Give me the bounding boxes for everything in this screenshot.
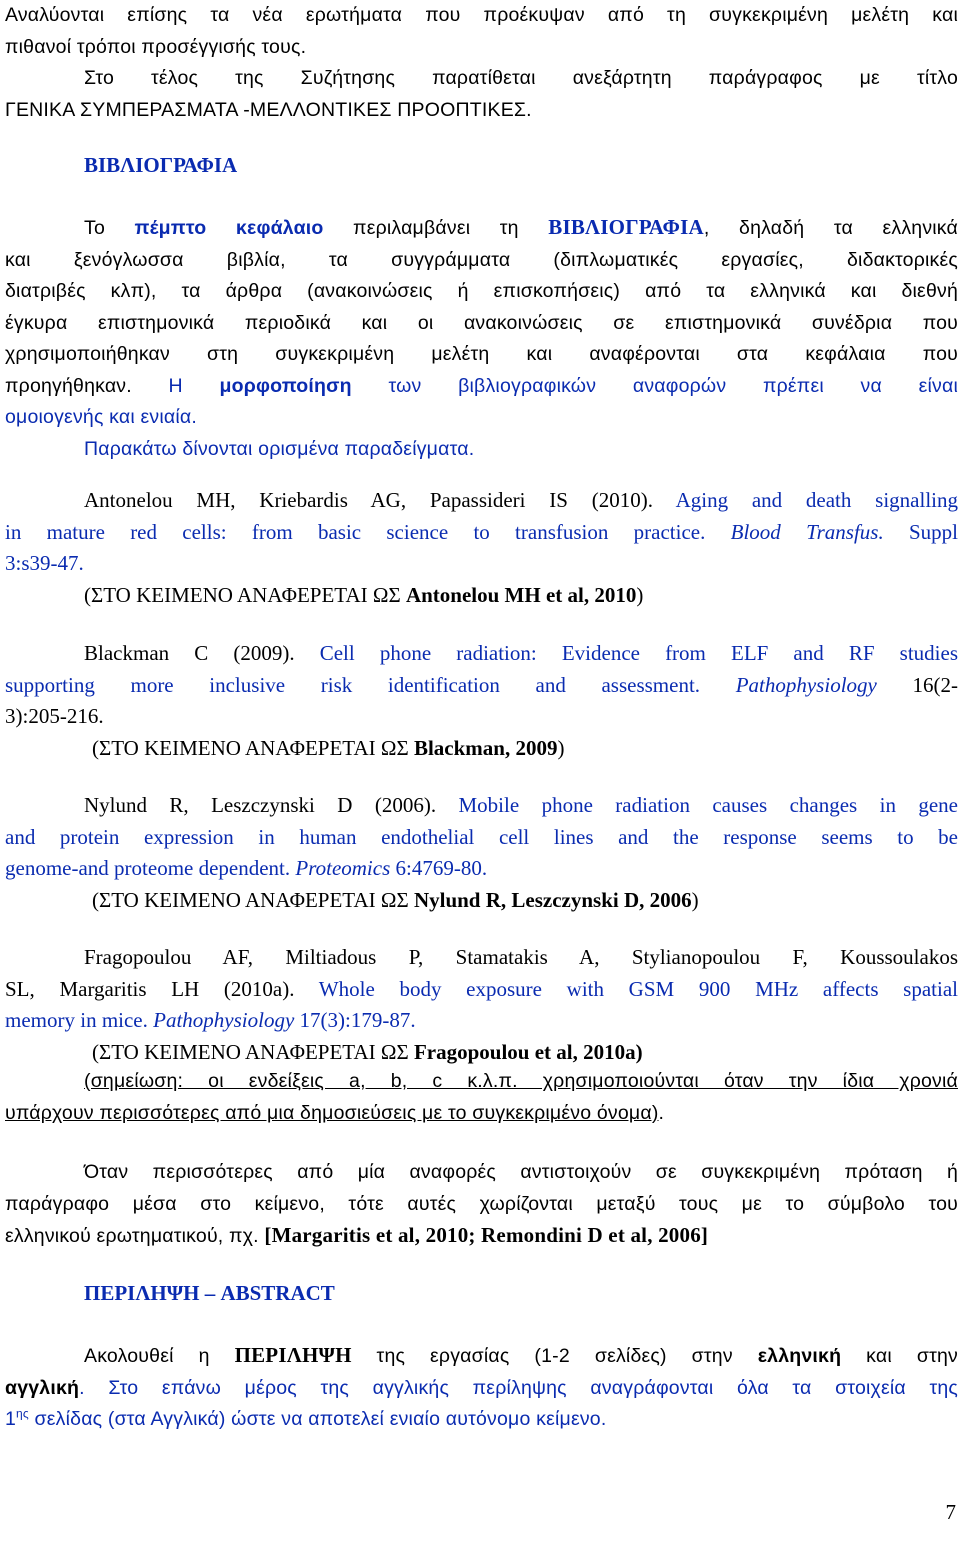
abstract-term: ελληνική [757, 1345, 842, 1367]
ref-title: supporting more inclusive risk identification and assessment. [5, 672, 736, 697]
ref-title: memory in mice. [5, 1008, 154, 1032]
bib-line-1 [5, 212, 958, 245]
ref3-line-1 [5, 790, 958, 822]
cite-text: ) [691, 887, 699, 912]
ref-title: Cell phone radiation: Evidence from ELF and RF studies [319, 641, 958, 665]
bib-line-7: ομοιογενής και ενιαία. [5, 406, 197, 428]
cite-key: Blackman, 2009 [413, 735, 558, 760]
multi-example: [Margaritis et al, 2010; Remondini D et al, 2006] [264, 1223, 709, 1247]
multi-text: ελληνικού ερωτηματικού, πχ. [5, 1225, 265, 1247]
intro-paragraph [5, 0, 958, 126]
page-number: 7 [945, 1500, 956, 1524]
ref4-citation [5, 1037, 958, 1069]
abstract-term: ΠΕΡΙΛΗΨΗ [234, 1343, 352, 1367]
abstract-paragraph [5, 1340, 958, 1436]
ref-text: 6:4769-80. [390, 856, 488, 880]
ref3-line-2: and protein expression in human endothelial cell lines and the response seems to be [5, 824, 958, 849]
multiple-references-paragraph [5, 1157, 958, 1253]
ref1-line-1 [5, 485, 958, 517]
ref-title: Whole body exposure with GSM 900 MHz affects spatial [318, 976, 959, 1001]
intro-line-1: Αναλύονται επίσης τα νέα ερωτήματα που προέκυψαν από τη συγκεκριμένη μελέτη και [5, 4, 958, 26]
abstract-text: Ακολουθεί η [84, 1345, 235, 1367]
bib-line-5: χρησιμοποιήθηκαν στη συγκεκριμένη μελέτη και αναφέρονται στα κεφάλαια που [5, 343, 958, 365]
abstract-term: αγγλική [5, 1376, 80, 1399]
intro-line-2: πιθανοί τρόποι προσέγγισής τους. [5, 35, 307, 58]
superscript: ης [16, 1406, 29, 1421]
abstract-line-3 [5, 1404, 958, 1436]
ref4-line-3 [5, 1005, 958, 1037]
note-paragraph [5, 1066, 958, 1129]
bib-formatting-term: μορφοποίηση [219, 374, 352, 397]
reference-fragopoulou [5, 942, 958, 1068]
note-line-1: (σημείωση: οι ενδείξεις a, b, c κ.λ.π. χρησιμοποιούνται όταν την ίδια χρονιά [84, 1070, 958, 1092]
abstract-heading: ΠΕΡΙΛΗΨΗ – ABSTRACT [84, 1281, 335, 1305]
ref2-line-1 [5, 638, 958, 670]
multi-line-3 [5, 1220, 958, 1253]
note-line-2 [5, 1098, 958, 1130]
ref-text: Nylund R, Leszczynski D (2006). [84, 793, 459, 817]
cite-text: (ΣΤΟ ΚΕΙΜΕΝΟ ΑΝΑΦΕΡΕΤΑΙ ΩΣ [92, 735, 414, 760]
ref2-citation [5, 733, 958, 765]
multi-line-1: Όταν περισσότερες από μία αναφορές αντιστοιχούν σε συγκεκριμένη πρόταση ή [84, 1161, 958, 1183]
ref-text: SL, Margaritis LH (2010a). [5, 976, 319, 1001]
bib-fifth-chapter: πέμπτο κεφάλαιο [134, 217, 324, 239]
cite-key: Fragopoulou et al, 2010a) [413, 1039, 643, 1064]
bibliography-heading: ΒΙΒΛΙΟΓΡΑΦΙΑ [84, 153, 238, 177]
bibliography-paragraph [5, 212, 958, 465]
cite-text: (ΣΤΟ ΚΕΙΜΕΝΟ ΑΝΑΦΕΡΕΤΑΙ ΩΣ [92, 1039, 414, 1064]
ref2-line-2 [5, 670, 958, 702]
cite-text: ) [636, 582, 644, 607]
intro-line-3: Στο τέλος της Συζήτησης παρατίθεται ανεξάρτητη παράγραφος με τίτλο [84, 67, 958, 89]
multi-line-2: παράγραφο μέσα στο κείμενο, τότε αυτές χωρίζονται μεταξύ τους με το σύμβολο του [5, 1192, 958, 1215]
bib-text: περιλαμβάνει τη [323, 217, 549, 239]
bib-line-3: διατριβές κλπ), τα άρθρα (ανακοινώσεις ή επισκοπήσεις) από τα ελληνικά και διεθνή [5, 280, 958, 302]
ref2-line-3: 3):205-216. [5, 704, 104, 728]
reference-antonelou [5, 485, 958, 611]
bib-text: , δηλαδή τα ελληνικά [703, 217, 958, 239]
bib-bibliography-term: ΒΙΒΛΙΟΓΡΑΦΙΑ [548, 215, 704, 239]
reference-blackman [5, 638, 958, 764]
ref-journal: Pathophysiology [153, 1008, 295, 1032]
abstract-line-2 [5, 1373, 958, 1405]
ref-text: Suppl [883, 519, 958, 544]
ref-text: Antonelou MH, Kriebardis AG, Papassideri IS (2010). [84, 488, 676, 512]
ref-text: 17(3):179-87. [294, 1008, 416, 1032]
bib-line-2: και ξενόγλωσσα βιβλία, τα συγγράμματα (διπλωματικές εργασίες, διδακτορικές [5, 248, 958, 271]
bib-examples-intro: Παρακάτω δίνονται ορισμένα παραδείγματα. [84, 437, 475, 460]
cite-text: ) [557, 735, 565, 760]
bib-line-6 [5, 371, 958, 403]
ref3-line-3 [5, 853, 958, 885]
ref-title: Mobile phone radiation causes changes in gene [458, 793, 958, 817]
ref-text: 16(2- [876, 672, 958, 697]
ref-journal: Pathophysiology [735, 672, 877, 697]
bib-text: Το [84, 217, 135, 239]
ref4-line-2 [5, 974, 958, 1006]
abstract-text: . Στο επάνω μέρος της αγγλικής περίληψης αναγράφονται όλα τα στοιχεία της [79, 1376, 958, 1399]
bib-text: των βιβλιογραφικών αναφορών πρέπει να είναι [351, 374, 958, 397]
note-text: . [658, 1101, 665, 1124]
abstract-text: και στην [841, 1345, 958, 1367]
ref1-citation [5, 580, 958, 612]
ref-journal: Proteomics [295, 856, 391, 880]
intro-line-4: ΓΕΝΙΚΑ ΣΥΜΠΕΡΑΣΜΑΤΑ -ΜΕΛΛΟΝΤΙΚΕΣ ΠΡΟΟΠΤΙΚΕΣ. [5, 98, 532, 121]
reference-nylund [5, 790, 958, 916]
abstract-text: 1 [5, 1408, 17, 1430]
ref4-line-1: Fragopoulou AF, Miltiadous P, Stamatakis A, Stylianopoulou F, Koussoulakos [84, 945, 958, 969]
ref3-citation [5, 885, 958, 917]
ref-title: genome-and proteome dependent. [5, 856, 296, 880]
bib-line-4: έγκυρα επιστημονικά περιοδικά και οι ανακοινώσεις σε επιστημονικά συνέδρια που [5, 311, 958, 334]
cite-key: Nylund R, Leszczynski D, 2006 [413, 887, 692, 912]
cite-key: Antonelou MH et al, 2010 [405, 582, 637, 607]
bib-text: προηγήθηκαν. [5, 374, 169, 397]
ref1-line-2 [5, 517, 958, 549]
abstract-text: σελίδας (στα Αγγλικά) ώστε να αποτελεί ενιαίο αυτόνομο κείμενο. [28, 1408, 607, 1430]
bib-text: Η [168, 374, 220, 397]
cite-text: (ΣΤΟ ΚΕΙΜΕΝΟ ΑΝΑΦΕΡΕΤΑΙ ΩΣ [84, 582, 406, 607]
abstract-line-1 [5, 1340, 958, 1373]
abstract-text: της εργασίας (1-2 σελίδες) στην [351, 1345, 758, 1367]
ref-title: Aging and death signalling [675, 488, 958, 512]
ref-title: in mature red cells: from basic science to transfusion practice. [5, 519, 731, 544]
ref-text: Blackman C (2009). [84, 641, 320, 665]
ref1-line-3: 3:s39-47. [5, 551, 84, 575]
ref-journal: Blood Transfus. [730, 519, 884, 544]
cite-text: (ΣΤΟ ΚΕΙΜΕΝΟ ΑΝΑΦΕΡΕΤΑΙ ΩΣ [92, 887, 414, 912]
note-text: υπάρχουν περισσότερες από μια δημοσιεύσεις με το συγκεκριμένο όνομα) [5, 1101, 659, 1124]
